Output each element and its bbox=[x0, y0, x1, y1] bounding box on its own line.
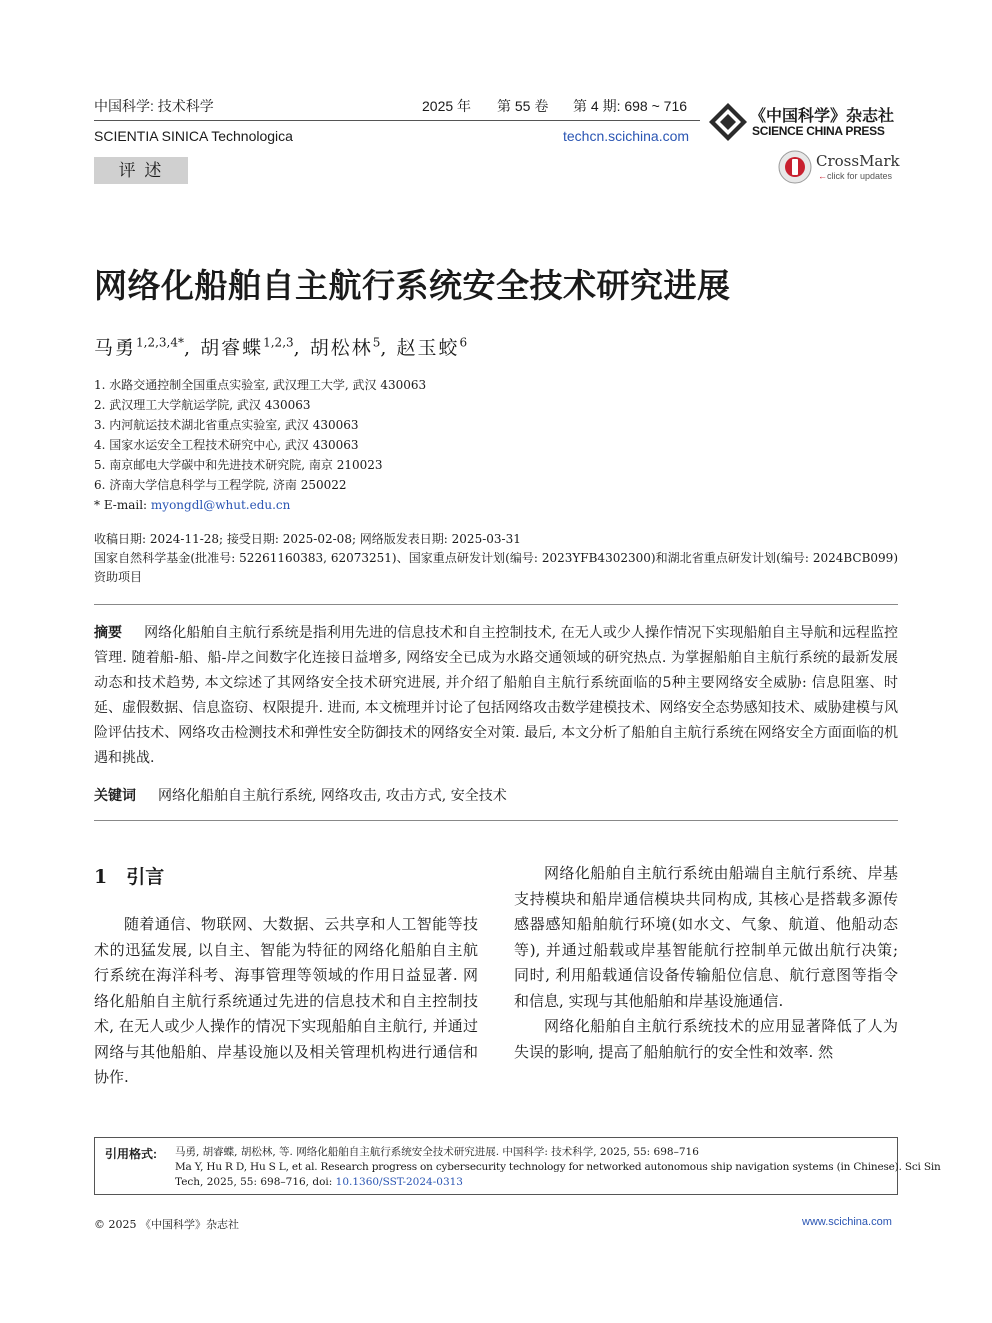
left-column bbox=[94, 912, 478, 1091]
affiliation-item: 2. 武汉理工大学航运学院, 武汉 430063 bbox=[94, 398, 311, 412]
citation-en-tail: Tech, 2025, 55: 698–716, doi: bbox=[175, 1176, 336, 1188]
right-column bbox=[514, 861, 898, 1065]
affiliation-list bbox=[94, 375, 426, 515]
crossmark-title[interactable]: CrossMark bbox=[816, 152, 900, 170]
citation-en-cont bbox=[175, 1175, 887, 1190]
affiliation-item: 6. 济南大学信息科学与工程学院, 济南 250022 bbox=[94, 478, 347, 492]
crossmark-icon[interactable] bbox=[778, 150, 812, 184]
author-affiliation-marks: 1,2,3,4* bbox=[136, 335, 184, 350]
author-affiliation-marks: 6 bbox=[459, 335, 468, 350]
author-affiliation-marks: 5 bbox=[372, 335, 381, 350]
arrow-left-icon: ← bbox=[818, 171, 827, 181]
crossmark-subtitle[interactable]: ←click for updates bbox=[818, 171, 893, 181]
author-separator: , bbox=[184, 337, 201, 359]
header-rule bbox=[94, 120, 700, 121]
article-title: 网络化船舶自主航行系统安全技术研究进展 bbox=[94, 266, 731, 305]
keywords-text: 网络化船舶自主航行系统, 网络攻击, 攻击方式, 安全技术 bbox=[158, 788, 507, 804]
citation-text bbox=[175, 1145, 941, 1190]
email-link[interactable]: myongdl@whut.edu.cn bbox=[150, 498, 291, 512]
citation-label: 引用格式: bbox=[105, 1147, 157, 1161]
body-paragraph: 网络化船舶自主航行系统由船端自主航行系统、岸基支持模块和船岸通信模块共同构成, 其核心是搭载多源传感器感知船舶航行环境(如水文、气象、航道、他船动态等), 并通过船载或岸基智能航行控制单元做出航行决策; 同时, 利用船载通信设备传输船位信息、航行意图等指令和信息, 实现与其他船舶和岸基设施通信. bbox=[514, 864, 898, 1010]
section-heading: 1 引言 bbox=[94, 866, 165, 888]
section-tag: 评 述 bbox=[94, 157, 188, 184]
citation-box bbox=[94, 1137, 941, 1195]
affiliation-item: 4. 国家水运安全工程技术研究中心, 武汉 430063 bbox=[94, 438, 359, 452]
author-name: 赵玉蛟 bbox=[396, 337, 460, 359]
abstract-text: 网络化船舶自主航行系统是指利用先进的信息技术和自主控制技术, 在无人或少人操作情况下实现船舶自主导航和远程监控管理. 随着船-船、船-岸之间数字化连接日益增多, 网络安全已成为水路交通领域的研究热点. 为掌握船舶自主航行系统的最新发展动态和技术趋势, 本文综述了其网络安全技术研究进展, 并介绍了船舶自主航行系统面临的5种主要网络安全威胁: 信息阻塞、时延、虚假数据、信息盗窃、权限提升. 进而, 本文梳理并讨论了包括网络攻击数学建模技术、网络安全态势感知技术、威胁建模与风险评估技术、网络攻击检测技术和弹性安全防御技术的网络安全对策. 最后, 本文分析了船舶自主航行系统在网络安全方面面临的机遇和挑战. bbox=[94, 625, 899, 766]
author-name: 马勇 bbox=[94, 337, 137, 359]
affiliation-item: 3. 内河航运技术湖北省重点实验室, 武汉 430063 bbox=[94, 418, 359, 432]
body-paragraph: 随着通信、物联网、大数据、云共享和人工智能等技术的迅猛发展, 以自主、智能为特征的网络化船舶自主航行系统在海洋科考、海事管理等领域的作用日益显著. 网络化船舶自主航行系统通过先进的信息技术和自主控制技术, 在无人或少人操作的情况下实现船舶自主航行, 并通过网络与其他船舶、岸基设施以及相关管理机构进行通信和协作. bbox=[94, 915, 478, 1086]
author-name: 胡松林 bbox=[309, 337, 373, 359]
author-separator: , bbox=[380, 337, 397, 359]
journal-name-cn: 中国科学: 技术科学 bbox=[94, 98, 214, 114]
body-paragraph: 网络化船舶自主航行系统技术的应用显著降低了人为失误的影响, 提高了船舶航行的安全性和效率. 然 bbox=[514, 1017, 898, 1061]
author-separator: , bbox=[293, 337, 310, 359]
affiliation-item: 5. 南京邮电大学碳中和先进技术研究院, 南京 210023 bbox=[94, 458, 383, 472]
abstract-top-rule bbox=[94, 604, 898, 605]
citation-en: Ma Y, Hu R D, Hu S L, et al. Research progress on cybersecurity technology for networked autonomous ship navigation systems (in Chinese). Sci Sin bbox=[175, 1161, 941, 1173]
issue-year: 2025 年 bbox=[422, 98, 472, 114]
abstract-block bbox=[94, 620, 898, 771]
journal-name-en: SCIENTIA SINICA Technologica bbox=[94, 128, 293, 144]
funding-note: 国家自然科学基金(批准号: 52261160383, 62073251)、国家重点研发计划(编号: 2023YFB4302300)和湖北省重点研发计划(编号: 2024BCB099)资助项目 bbox=[94, 551, 898, 584]
issue-volume: 第 55 卷 bbox=[497, 98, 549, 114]
footer-url-link[interactable]: www.scichina.com bbox=[802, 1216, 892, 1228]
author-list bbox=[94, 333, 467, 360]
publisher-name-en: SCIENCE CHINA PRESS bbox=[752, 124, 885, 138]
corresponding-email bbox=[94, 495, 426, 515]
affiliation-item: 1. 水路交通控制全国重点实验室, 武汉理工大学, 武汉 430063 bbox=[94, 378, 427, 392]
author-name: 胡睿蝶 bbox=[200, 337, 264, 359]
keywords-block bbox=[94, 785, 507, 805]
abstract-label: 摘要 bbox=[94, 624, 123, 640]
doi-link[interactable]: 10.1360/SST-2024-0313 bbox=[335, 1176, 463, 1188]
issue-pages: 第 4 期: 698 ~ 716 bbox=[573, 98, 688, 114]
publisher-name-cn: 《中国科学》杂志社 bbox=[750, 106, 895, 125]
keywords-label: 关键词 bbox=[94, 787, 136, 803]
abstract-bottom-rule bbox=[94, 820, 898, 821]
footer-copyright: © 2025 《中国科学》杂志社 bbox=[94, 1218, 239, 1231]
article-dates: 收稿日期: 2024-11-28; 接受日期: 2025-02-08; 网络版发表日期: 2025-03-31 bbox=[94, 532, 521, 546]
publisher-logo-icon bbox=[708, 102, 748, 142]
author-affiliation-marks: 1,2,3 bbox=[263, 335, 294, 350]
email-label: * E-mail: bbox=[94, 498, 151, 512]
citation-cn: 马勇, 胡睿蝶, 胡松林, 等. 网络化船舶自主航行系统安全技术研究进展. 中国科学: 技术科学, 2025, 55: 698–716 bbox=[175, 1146, 699, 1158]
journal-url-link[interactable]: techcn.scichina.com bbox=[563, 128, 690, 144]
